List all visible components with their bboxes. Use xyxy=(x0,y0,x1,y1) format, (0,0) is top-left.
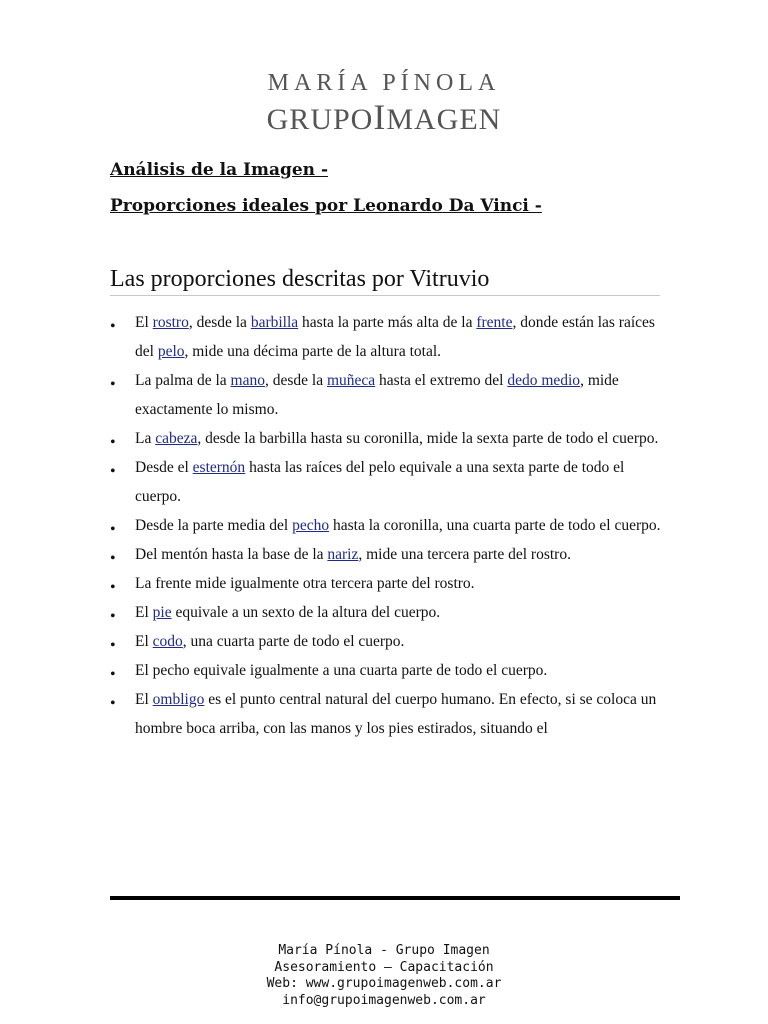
list-item xyxy=(110,627,670,656)
list-item xyxy=(110,540,670,569)
link-frente[interactable]: frente xyxy=(476,314,513,331)
bullet-icon: • xyxy=(110,434,116,451)
text: , desde la xyxy=(188,314,251,331)
text: es el punto central natural del cuerpo humano. En efecto, si se coloca un hombre boca arriba, con las manos y los pies estirados, situando el xyxy=(135,691,657,737)
text: La frente mide igualmente otra tercera parte del rostro. xyxy=(135,575,475,592)
text: , desde la barbilla hasta su coronilla, mide la sexta parte de todo el cuerpo. xyxy=(197,430,659,447)
link-nariz[interactable]: nariz xyxy=(327,546,359,563)
text: , mide una tercera parte del rostro. xyxy=(358,546,571,563)
bullet-icon: • xyxy=(110,666,116,683)
footer-services: Asesoramiento – Capacitación xyxy=(274,959,494,975)
proportions-list xyxy=(110,308,670,743)
footer-email: info@grupoimagenweb.com.ar xyxy=(282,992,486,1008)
text: El pecho equivale igualmente a una cuarta parte de todo el cuerpo. xyxy=(135,662,548,679)
link-mano[interactable]: mano xyxy=(230,372,265,389)
text: , desde la xyxy=(264,372,327,389)
link-barbilla[interactable]: barbilla xyxy=(250,314,299,331)
text: El xyxy=(135,691,153,708)
footer-divider xyxy=(110,896,680,900)
text: hasta el extremo del xyxy=(375,372,508,389)
link-muneca[interactable]: muñeca xyxy=(326,372,376,389)
text: equivale a un sexto de la altura del cuerpo. xyxy=(171,604,441,621)
link-rostro[interactable]: rostro xyxy=(152,314,189,331)
document-heading-2: Proporciones ideales por Leonardo Da Vinci - xyxy=(110,196,542,216)
document-heading-1: Análisis de la Imagen - xyxy=(110,160,329,180)
text: , una cuarta parte de todo el cuerpo. xyxy=(182,633,405,650)
link-pecho[interactable]: pecho xyxy=(292,517,330,534)
logo-brand-part-2: MAGEN xyxy=(386,103,502,136)
footer xyxy=(0,943,768,1009)
list-item xyxy=(110,424,670,453)
list-item xyxy=(110,569,670,598)
text: El xyxy=(135,604,153,621)
text: El xyxy=(135,314,153,331)
text: , mide una décima parte de la altura total. xyxy=(184,343,441,360)
list-item xyxy=(110,598,670,627)
text: El xyxy=(135,633,153,650)
section-title: Las proporciones descritas por Vitruvio xyxy=(110,266,660,296)
list-item xyxy=(110,511,670,540)
list-item xyxy=(110,656,670,685)
bullet-icon: • xyxy=(110,376,116,393)
bullet-icon: • xyxy=(110,637,116,654)
list-item xyxy=(110,308,670,366)
footer-website: Web: www.grupoimagenweb.com.ar xyxy=(266,976,502,991)
list-item xyxy=(110,366,670,424)
bullet-icon: • xyxy=(110,550,116,567)
bullet-icon: • xyxy=(110,695,116,712)
link-cabeza[interactable]: cabeza xyxy=(155,430,198,447)
text: La palma de la xyxy=(135,372,231,389)
footer-author: María Pínola - Grupo Imagen xyxy=(278,943,490,958)
link-pelo[interactable]: pelo xyxy=(157,343,185,360)
logo-brand-initial: I xyxy=(373,97,387,137)
text: Desde el xyxy=(135,459,193,476)
text: hasta la parte más alta de la xyxy=(298,314,477,331)
link-esternon[interactable]: esternón xyxy=(192,459,246,476)
logo-name: MARÍA PÍNOLA xyxy=(267,70,501,96)
bullet-icon: • xyxy=(110,463,116,480)
text: , donde están las raíces del xyxy=(135,314,655,360)
link-pie[interactable]: pie xyxy=(152,604,172,621)
list-item xyxy=(110,685,670,743)
text: Del mentón hasta la base de la xyxy=(135,546,328,563)
bullet-icon: • xyxy=(110,521,116,538)
logo-brand xyxy=(0,96,768,138)
link-ombligo[interactable]: ombligo xyxy=(152,691,205,708)
text: , mide exactamente lo mismo. xyxy=(135,372,619,418)
list-item xyxy=(110,453,670,511)
bullet-icon: • xyxy=(110,608,116,625)
text: hasta la coronilla, una cuarta parte de todo el cuerpo. xyxy=(329,517,661,534)
bullet-icon: • xyxy=(110,579,116,596)
text: La xyxy=(135,430,156,447)
text: Desde la parte media del xyxy=(135,517,293,534)
bullet-icon: • xyxy=(110,318,116,335)
link-codo[interactable]: codo xyxy=(152,633,183,650)
link-dedo-medio[interactable]: dedo medio xyxy=(507,372,581,389)
text: hasta las raíces del pelo equivale a una sexta parte de todo el cuerpo. xyxy=(135,459,625,505)
logo-brand-part-1: GRUPO xyxy=(266,103,374,136)
